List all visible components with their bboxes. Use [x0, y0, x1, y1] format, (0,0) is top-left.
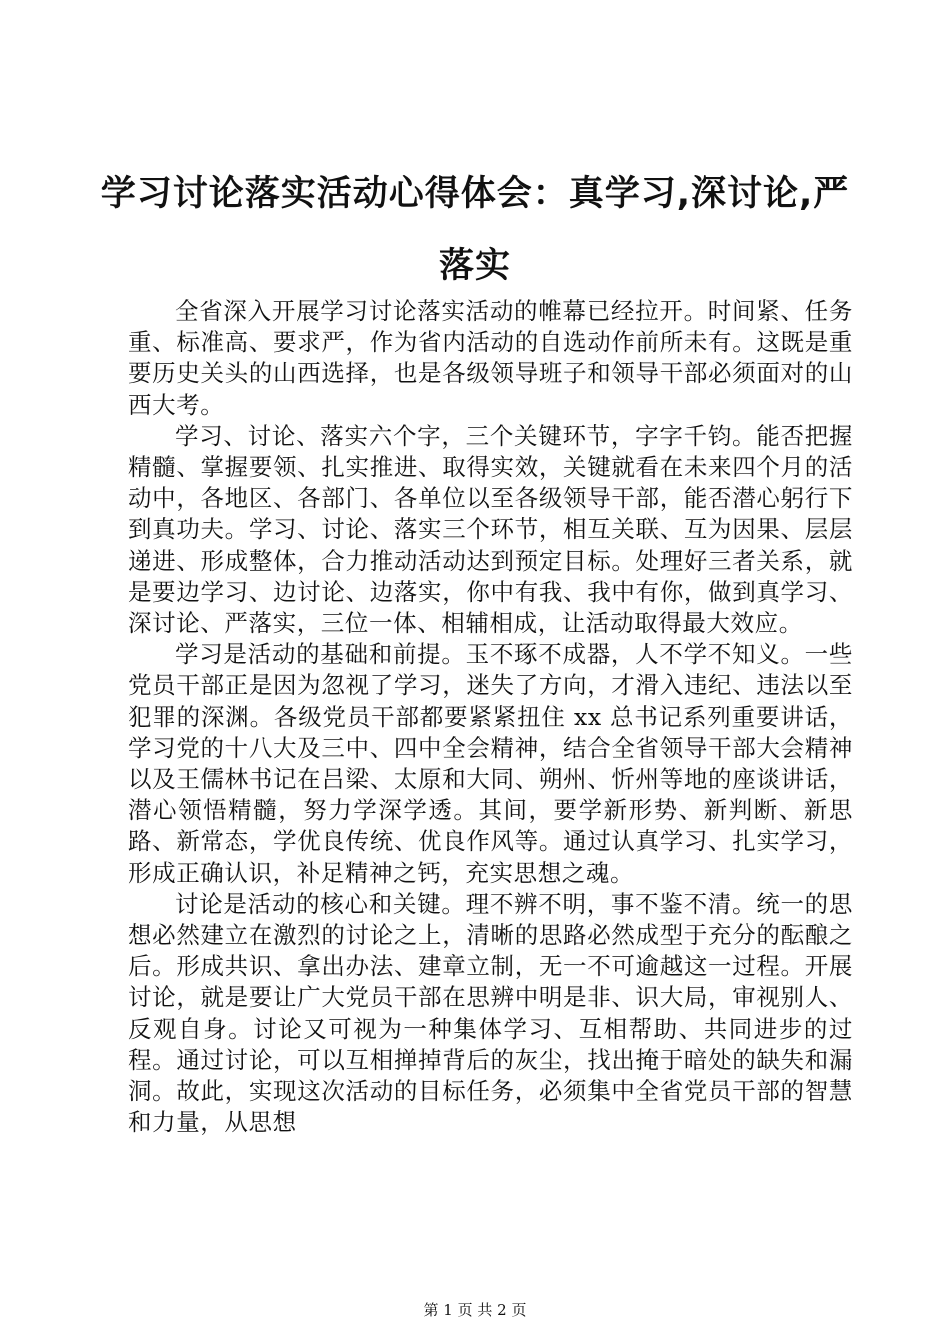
document-body: [128, 296, 853, 1138]
page-footer: [0, 1300, 950, 1320]
paragraph: 学习是活动的基础和前提。玉不琢不成器，人不学不知义。一些党员干部正是因为忽视了学习，迷失了方向，才滑入违纪、违法以至犯罪的深渊。各级党员干部都要紧紧扭住 xx 总书记系列重要讲话，学习党的十八大及三中、四中全会精神，结合全省领导干部大会精神以及王儒林书记在吕梁、太原和大同、朔州、忻州等地的座谈讲话，潜心领悟精髓，努力学深学透。其间，要学新形势、新判断、新思路、新常态，学优良传统、优良作风等。通过认真学习、扎实学习，形成正确认识，补足精神之钙，充实思想之魂。: [128, 640, 853, 887]
paragraph: 讨论是活动的核心和关键。理不辨不明，事不鉴不清。统一的思想必然建立在激烈的讨论之上，清晰的思路必然成型于充分的酝酿之后。形成共识、拿出办法、建章立制，无一不可逾越这一过程。开展讨论，就是要让广大党员干部在思辨中明是非、识大局，审视别人、反观自身。讨论又可视为一种集体学习、互相帮助、共同进步的过程。通过讨论，可以互相掸掉背后的灰尘，找出掩于暗处的缺失和漏洞。故此，实现这次活动的目标任务，必须集中全省党员干部的智慧和力量，从思想: [128, 889, 853, 1137]
paragraph: 学习、讨论、落实六个字，三个关键环节，字字千钧。能否把握精髓、掌握要领、扎实推进、取得实效，关键就看在未来四个月的活动中，各地区、各部门、各单位以至各级领导干部，能否潜心躬行下到真功夫。学习、讨论、落实三个环节，相互关联、互为因果、层层递进、形成整体，合力推动活动达到预定目标。处理好三者关系，就是要边学习、边讨论、边落实，你中有我、我中有你，做到真学习、深讨论、严落实，三位一体、相辅相成，让活动取得最大效应。: [128, 421, 853, 638]
page-number: 第 1 页 共 2 页: [423, 1301, 527, 1319]
paragraph: 全省深入开展学习讨论落实活动的帷幕已经拉开。时间紧、任务重、标准高、要求严，作为省内活动的自选动作前所未有。这既是重要历史关头的山西选择，也是各级领导班子和领导干部必须面对的山西大考。: [128, 297, 853, 419]
document-title: 学习讨论落实活动心得体会：真学习,深讨论,严落实: [100, 174, 850, 286]
